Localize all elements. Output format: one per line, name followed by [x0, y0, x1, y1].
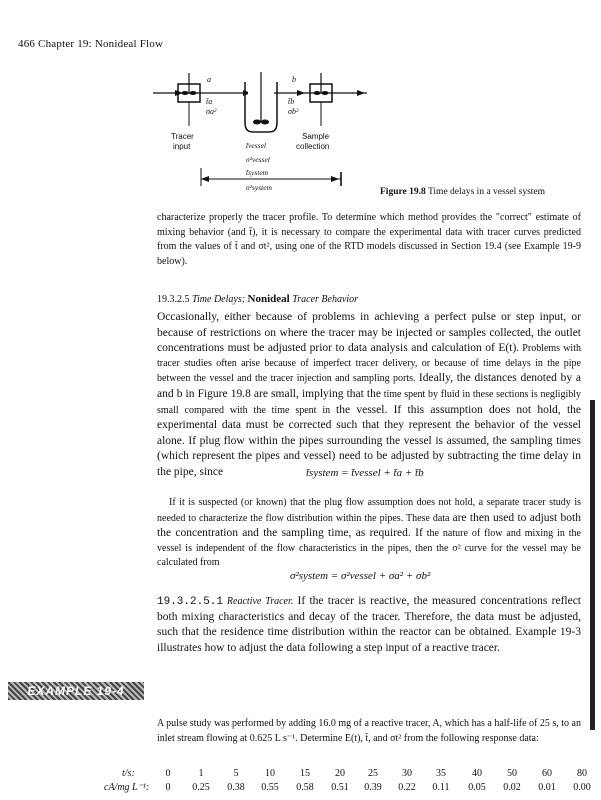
c-cell: 0.00 — [573, 782, 591, 793]
paragraph-3b: are then used to adjust both the concentration and the sampling time, as required. If — [157, 511, 581, 540]
t-label: t/s: — [122, 768, 135, 779]
t-cell: 15 — [300, 768, 310, 779]
tracer-label-1: Tracer — [171, 132, 194, 141]
paragraph-3c: the nature of flow and mixing in the vessel is independent of the flow characteristics in the pipes, then the σ² curve for the vessel may be calculated from — [157, 528, 581, 569]
figure-caption — [380, 187, 545, 197]
section-title-bold: Nonideal — [247, 293, 290, 305]
tracer-label-2: input — [173, 142, 191, 151]
figure-caption-text: Time delays in a vessel system — [425, 187, 546, 197]
t-cell: 5 — [233, 768, 239, 779]
c-cell: 0 — [165, 782, 171, 793]
paragraph-2d: time spent by fluid in these sections is negligibly small compared with the time spent in — [157, 388, 581, 416]
label-sa: σa² — [206, 107, 217, 116]
t-cell: 60 — [542, 768, 552, 779]
t-cell: 10 — [265, 768, 275, 779]
margin-bar — [590, 400, 595, 730]
c-cell: 0.11 — [432, 782, 450, 793]
paragraph-3a: If it is suspected (or known) that the plug flow assumption does not hold, a separate tracer study is needed to characterize the flow distribution within the pipes. These data — [157, 497, 581, 524]
c-cell: 0.02 — [503, 782, 521, 793]
equation-2: σ²system = σ²vessel + σa² + σb² — [290, 570, 431, 582]
paragraph-2c: Ideally, the distances denoted by a and b in Figure 19.8 are small, implying that the — [157, 372, 581, 400]
paragraph-example: A pulse study was performed by adding 16.0 mg of a reactive tracer, A, which has a half-life of 25 s, to an inlet stream flowing at 0.625 L s⁻¹. Determine E(t), t̄, and σt² from the following response data: — [157, 718, 581, 744]
c-cell: 0.58 — [296, 782, 314, 793]
c-cell: 0.25 — [192, 782, 210, 793]
figure-label: Figure 19.8 — [380, 187, 426, 197]
example-badge: EXAMPLE 19-4 — [8, 682, 144, 700]
subsection-text: If the tracer is reactive, the measured concentrations reflect both mixing characteristics and decay of the tracer. Therefore, the data must be adjusted, such that the residence time distribution within the reactor can be obtained. Example 19-3 illustrates how to adjust the data following a step input of a reactive tracer. — [157, 595, 581, 654]
label-a: a — [207, 75, 211, 84]
c-cell: 0.05 — [468, 782, 486, 793]
label-t-vessel: t̄vessel — [246, 141, 266, 150]
label-b: b — [292, 75, 296, 84]
paragraph-3 — [157, 496, 581, 571]
c-cell: 0.38 — [227, 782, 245, 793]
c-cell: 0.55 — [261, 782, 279, 793]
label-sb: σb² — [288, 107, 299, 116]
label-s-vessel: σ²vessel — [246, 155, 270, 164]
t-cell: 0 — [165, 768, 171, 779]
c-cell: 0.22 — [398, 782, 416, 793]
t-cell: 35 — [436, 768, 446, 779]
section-title: Time Delays; — [189, 294, 248, 305]
c-label: cA/mg L⁻¹: — [104, 782, 150, 793]
label-s-system: σ²system — [246, 183, 272, 192]
equation-1: t̄system = t̄vessel + t̄a + t̄b — [306, 467, 424, 479]
label-t-system: t̄system — [246, 168, 269, 177]
paragraph-subsection — [157, 594, 581, 656]
paragraph-2 — [157, 310, 581, 481]
section-title-rest: Tracer Behavior — [289, 294, 359, 305]
paragraph-1: characterize properly the tracer profile. To determine which method provides the "correct" estimate of mixing behavior (and t̄), it is necessary to compare the experimental data with tracer curves predicted from the values of t̄ and σt², using one of the RTD models discussed in Section 19.4 (see Example 19-9 below). — [157, 212, 581, 267]
subsection-title: Reactive Tracer. — [226, 596, 294, 607]
c-cell: 0.51 — [331, 782, 349, 793]
subsection-number: 19.3.2.5.1 — [157, 596, 224, 608]
label-tb: t̄b — [288, 97, 295, 106]
paragraph-2a: Occasionally, either because of problems in achieving a perfect pulse or step input, or because of restrictions on where the tracer may be injected or samples collected, the outlet concentrations must be adjusted prior to data analysis and calculation of E(t). — [157, 311, 581, 355]
c-cell: 0.39 — [364, 782, 382, 793]
paragraph-2b: Problems with tracer studies often arise because of imperfect tracer delivery, or because of time delays in the pipe between the vessel and the tracer injection and sampling ports. — [157, 343, 581, 385]
t-cell: 50 — [507, 768, 517, 779]
paragraph-2e: the vessel. If this assumption does not hold, the experimental data must be corrected such that they represent the behavior of the vessel alone. If plug flow within the pipes surrounding the vessel is assumed, the sampling times (which represent the pipes and vessel) need to be adjusted by subtracting the time delay in the pipe, since — [157, 403, 582, 478]
sample-label-2: collection — [296, 142, 330, 151]
t-cell: 25 — [368, 768, 378, 779]
label-ta: t̄a — [206, 97, 213, 106]
t-cell: 20 — [335, 768, 345, 779]
page-header: 466 Chapter 19: Nonideal Flow — [18, 38, 164, 50]
section-heading — [157, 293, 358, 305]
c-cell: 0.01 — [538, 782, 556, 793]
flow-arrow-3 — [297, 90, 305, 96]
t-cell: 30 — [402, 768, 412, 779]
t-cell: 80 — [577, 768, 587, 779]
t-cell: 40 — [472, 768, 482, 779]
sample-label-1: Sample — [302, 132, 330, 141]
t-cell: 1 — [198, 768, 204, 779]
section-number: 19.3.2.5 — [157, 294, 190, 305]
flow-arrow-4 — [357, 90, 365, 96]
